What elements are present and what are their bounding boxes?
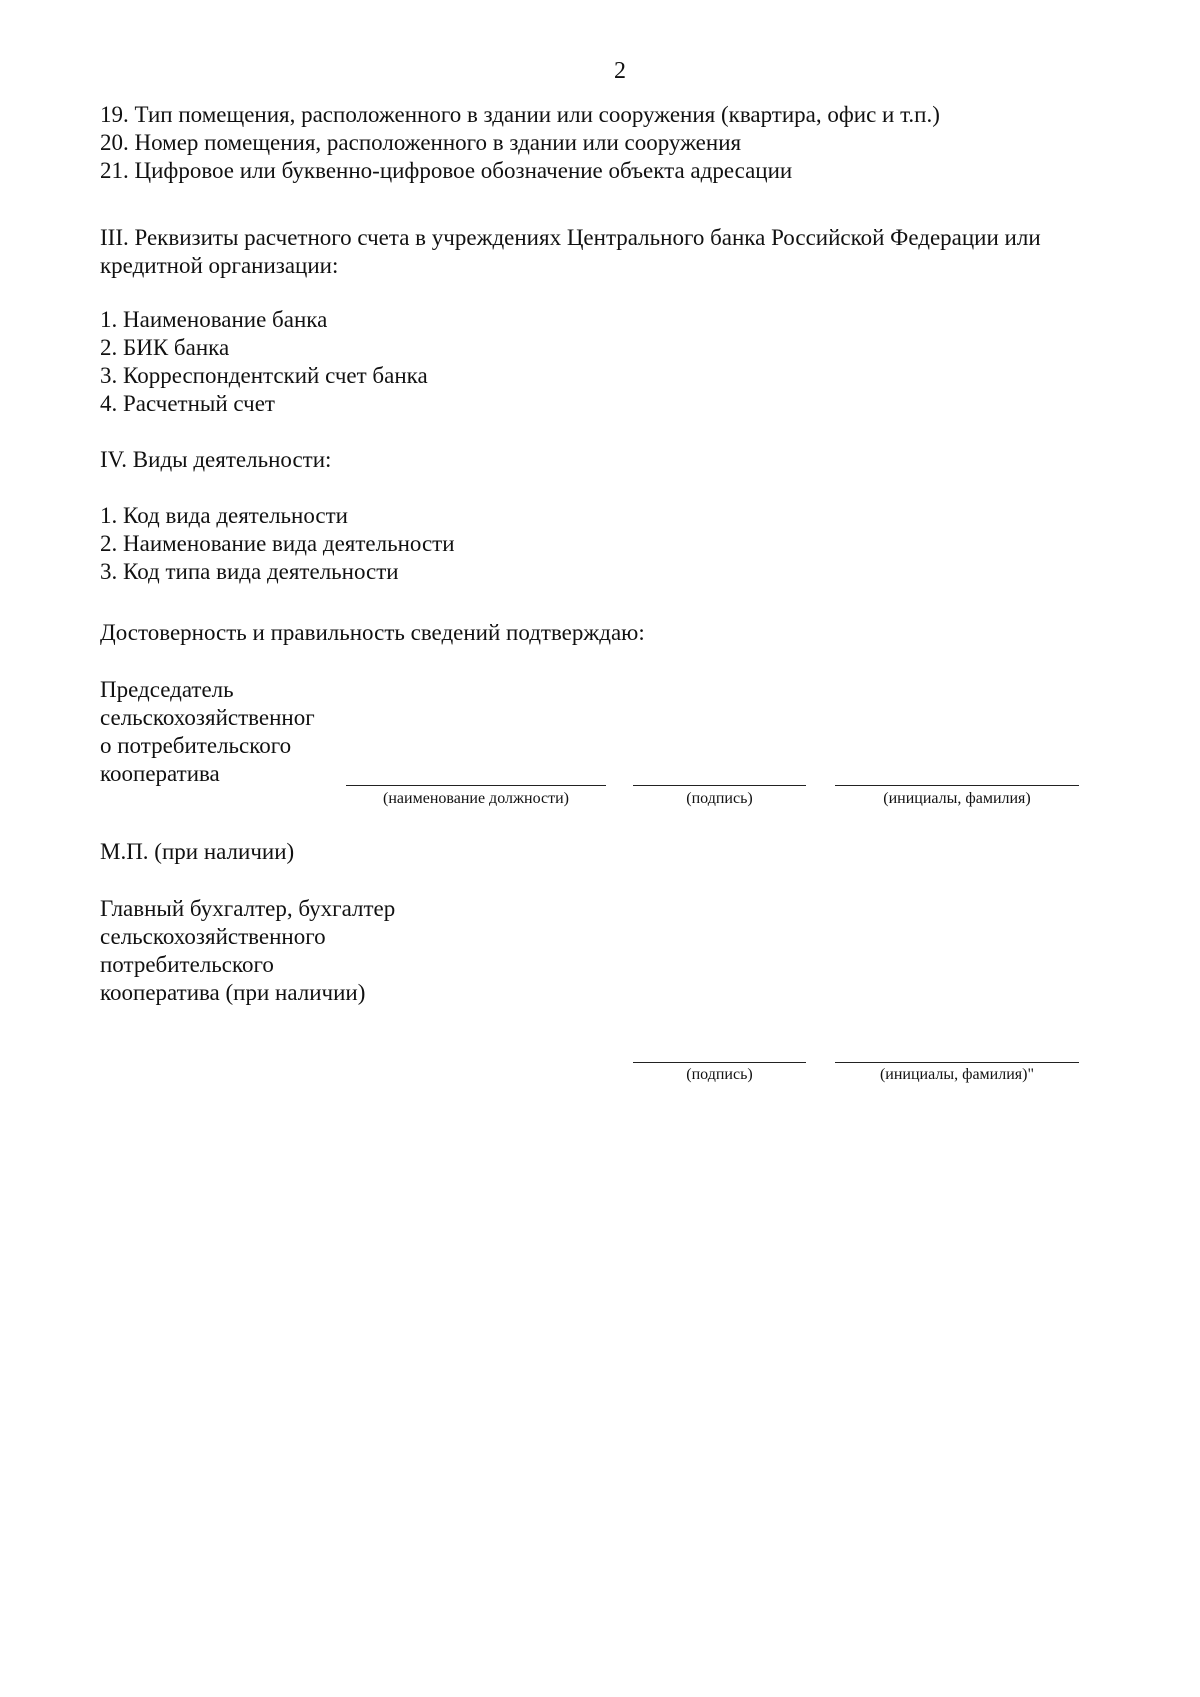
- position-label: (наименование должности): [383, 790, 569, 807]
- list-item: 19. Тип помещения, расположенного в здании или сооружения (квартира, офис и т.п.): [100, 102, 940, 127]
- accountant-title-line: сельскохозяйственного: [100, 924, 326, 949]
- list-item: 3. Корреспондентский счет банка: [100, 363, 428, 388]
- position-signature-line: [346, 785, 606, 786]
- chairman-title: [100, 676, 360, 788]
- list-item: 21. Цифровое или буквенно-цифровое обозначение объекта адресации: [100, 158, 793, 183]
- chairman-title-line: о потребительского: [100, 733, 292, 758]
- list-item: 20. Номер помещения, расположенного в здании или сооружения: [100, 130, 742, 155]
- accountant-signature-label: (подпись): [686, 1066, 753, 1083]
- list-item: 4. Расчетный счет: [100, 391, 275, 416]
- section-4-list: [100, 502, 1120, 586]
- address-items-list: [100, 101, 1120, 185]
- accountant-signature-line: [633, 1062, 806, 1063]
- section-3-list: [100, 306, 1120, 418]
- accountant-name-label: (инициалы, фамилия)": [879, 1066, 1035, 1083]
- accountant-name-line: [835, 1062, 1079, 1063]
- list-item: 3. Код типа вида деятельности: [100, 559, 399, 584]
- chairman-signature-label: (подпись): [686, 790, 753, 807]
- accountant-title-line: потребительского: [100, 952, 274, 977]
- chairman-title-line: сельскохозяйственног: [100, 705, 315, 730]
- accountant-title-line: кооператива (при наличии): [100, 980, 366, 1005]
- list-item: 1. Код вида деятельности: [100, 503, 348, 528]
- accountant-title: [100, 895, 460, 1007]
- chairman-name-label: (инициалы, фамилия): [883, 790, 1031, 807]
- chairman-name-line: [835, 785, 1079, 786]
- section-4-heading: IV. Виды деятельности:: [100, 447, 332, 472]
- chairman-title-line: кооператива: [100, 761, 220, 786]
- section-3-heading: III. Реквизиты расчетного счета в учреждениях Центрального банка Российской Федерации или кредитной организации:: [100, 225, 1041, 278]
- list-item: 2. Наименование вида деятельности: [100, 531, 455, 556]
- accountant-title-line: Главный бухгалтер, бухгалтер: [100, 896, 396, 921]
- page-number: 2: [614, 58, 626, 84]
- list-item: 2. БИК банка: [100, 335, 230, 360]
- stamp-note: М.П. (при наличии): [100, 839, 295, 864]
- confirmation-text: Достоверность и правильность сведений подтверждаю:: [100, 620, 645, 645]
- chairman-title-line: Председатель: [100, 677, 234, 702]
- list-item: 1. Наименование банка: [100, 307, 328, 332]
- chairman-signature-line: [633, 785, 806, 786]
